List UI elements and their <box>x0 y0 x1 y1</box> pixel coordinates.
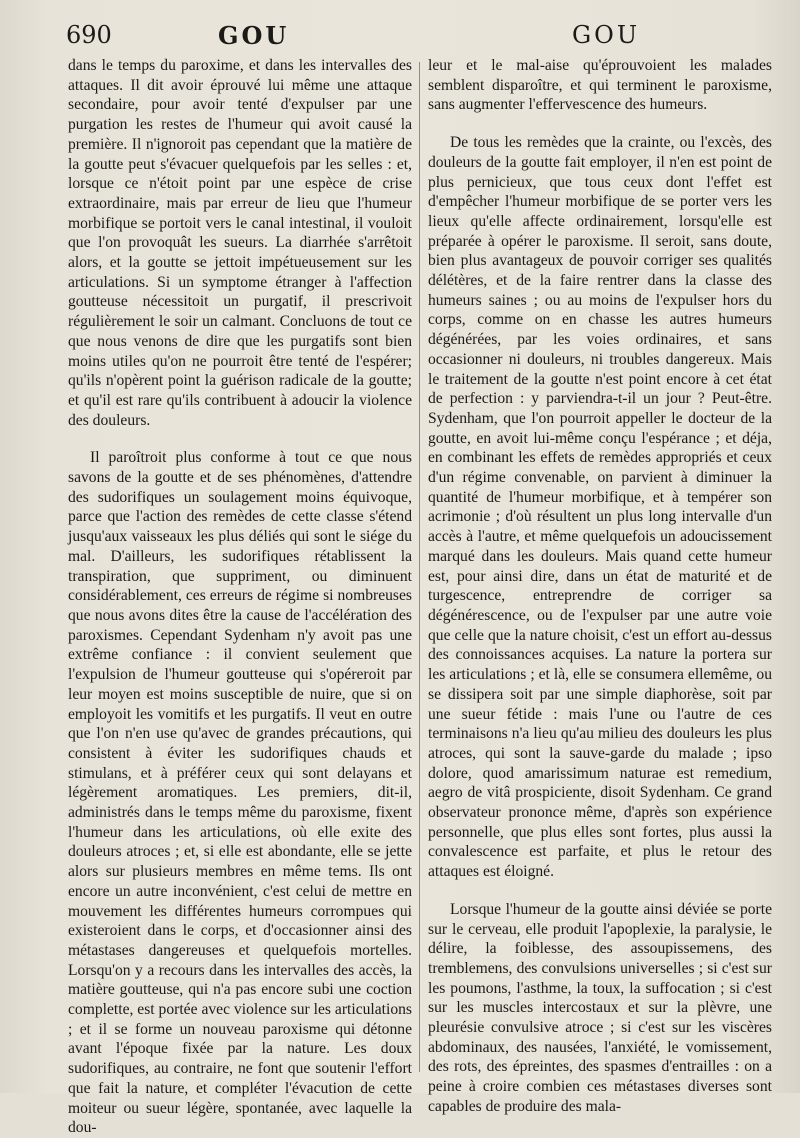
page-number: 690 <box>66 21 112 49</box>
paragraph: Il paroîtroit plus conforme à tout ce que nous savons de la goutte et de ses phénomènes, d'attendre des sudorifiques un soulagement moins équivoque, parce que l'action des remèdes de cette classe s'étend jusqu'aux vaisseaux les plus déliés qui sont le siége du mal. D'ailleurs, les sudorifiques rétablissent la transpiration, que suppriment, ou diminuent considérablement, ces erreurs de régime si nombreuses que nous avons dites être la cause de l'accélération des paroxismes. Cependant Sydenham n'y avoit pas une extrême confiance : il convient seulement que l'expulsion de l'humeur goutteuse qui s'opéreroit par leur moyen est moins susceptible de nuire, que si on employoit les vomitifs et les purgatifs. Il veut en outre que l'on n'en use qu'avec de grandes précautions, qui consistent à éviter les sudorifiques chauds et stimulans, et à préférer ceux qui sont delayans et légèrement aromatiques. Les premiers, dit-il, administrés dans le temps même du paroxisme, fixent l'humeur dans les articulations, où elle exite des douleurs atroces ; et, si elle est abondante, elle se jette alors sur plusieurs membres en même tems. Ils ont encore un autre inconvénient, c'est celui de mettre en mouvement les différentes humeurs corrompues qui existeroient dans le corps, et d'occasionner ainsi des métastases dangereuses et quelquefois mortelles. Lorsqu'on y a recours dans les intervalles des accès, la matière goutteuse, qui n'a pas encore subi une coction complette, est portée avec violence sur les articulations ; et il se forme un nouveau paroxisme qui détonne avant l'époque fixée par la nature. Les doux sudorifiques, au contraire, ne font que soutenir l'effort que fait la nature, et compléter l'évacution de cette moiteur ou sueur légère, spontanée, avec laquelle la dou- <box>68 449 412 1137</box>
paragraph: dans le temps du paroxime, et dans les intervalles des attaques. Il dit avoir éprouvé lui même une attaque secondaire, pour avoir tenté d'expulser par une purgation les restes de l'humeur qui avoit causé la première. Il n'ignoroit pas cependant que la matière de la goutte peut s'évacuer quelquefois par les selles : et, lorsque ce n'étoit point par une espèce de crise extraordinaire, mais par erreur de lieu que l'humeur morbifique se portoit vers le canal intestinal, il vouloit que l'on provoquât les sueurs. La diarrhée s'arrêtoit alors, et la goutte se jettoit impétueusement sur les articulations. Si un symptome étranger à l'affection goutteuse nécessitoit un purgatif, il prescrivoit régulièrement le soir un calmant. Concluons de tout ce que nous venons de dire que les purgatifs sont bien moins utiles qu'on ne pourroit être tenté de l'espérer; qu'ils n'opèrent point la guérison radicale de la goutte; et qu'il est rare qu'ils contribuent à adoucir la violence des douleurs. <box>68 57 412 429</box>
running-head-right: GOU <box>572 21 641 49</box>
left-column <box>68 56 412 1137</box>
column-divider <box>419 62 420 1072</box>
paragraph: leur et le mal-aise qu'éprouvoient les malades semblent disparoître, et qui terminent le paroxisme, sans augmenter l'effervescence des humeurs. <box>428 57 772 114</box>
right-column <box>428 56 772 1115</box>
paragraph: De tous les remèdes que la crainte, ou l'excès, des douleurs de la goutte fait employer, il n'en est point de plus pernicieux, que tous ceux dont l'effet est d'empêcher l'humeur morbifique de se porter vers les lieux qu'elle affecte ordinairement, lorsqu'elle est préparée à opérer le paroxisme. Il seroit, sans doute, bien plus avantageux de pouvoir corriger ses qualités délétères, et de la faire rentrer dans la classe des humeurs saines ; ou au moins de l'expulser hors du corps, comme on en chasse les autres humeurs dégénérées, par les voies ordinaires, et sans occasionner ni douleurs, ni troubles dangereux. Mais le traitement de la goutte n'est point encore à cet état de perfection : y parviendra-t-il un jour ? Peut-être. Sydenham, que l'on pourroit appeller le docteur de la goutte, en avoit lui-même conçu l'espérance ; et déja, en combinant les effets de remèdes appropriés et ceux d'un régime convenable, on parvient à diminuer la quantité de l'humeur morbifique, et à tempérer son acrimonie ; d'où résultent un plus long intervalle d'un accès à l'autre, et même quelquefois un adoucissement marqué dans les douleurs. Mais quand cette humeur est, pour ainsi dire, dans un état de maturité et de turgescence, entreprendre de corriger sa dégénérescence, ou de l'expulser par une autre voie que celle que la nature choisit, c'est un effort au-dessus des connoissances acquises. La nature la portera sur les articulations ; et là, elle se consumera ellemême, ou se dissipera soit par une simple diaphorèse, soit par une sueur fétide : mais l'une ou l'autre de ces terminaisons n'a lieu qu'au milieu des douleurs les plus atroces, qui sont la sauve-garde du malade ; ipso dolore, quod amarissimum naturae est remedium, aegro de vitâ prospiciente, disoit Sydenham. Ce grand observateur prononce même, d'après son expérience personnelle, que plus elles sont fortes, plus aussi la convalescence est parfaite, et plus le retour des attaques est éloigné. <box>428 134 772 881</box>
page-header <box>0 18 800 52</box>
running-head-left: GOU <box>218 21 290 50</box>
paragraph: Lorsque l'humeur de la goutte ainsi déviée se porte sur le cerveau, elle produit l'apoplexie, la paralysie, le délire, la foiblesse, des assoupissemens, des tremblemens, des convulsions universelles ; si c'est sur les poumons, l'asthme, la toux, la suffocation ; si c'est sur les muscles intercostaux et sur la plèvre, une pleurésie convulsive atroce ; si c'est sur les viscères abdominaux, des nausées, l'anxiété, le vomissement, des rots, des épreintes, des spasmes d'entrailles : on a peine à croire combien ces métastases diverses sont capables de produire des mala- <box>428 900 772 1115</box>
